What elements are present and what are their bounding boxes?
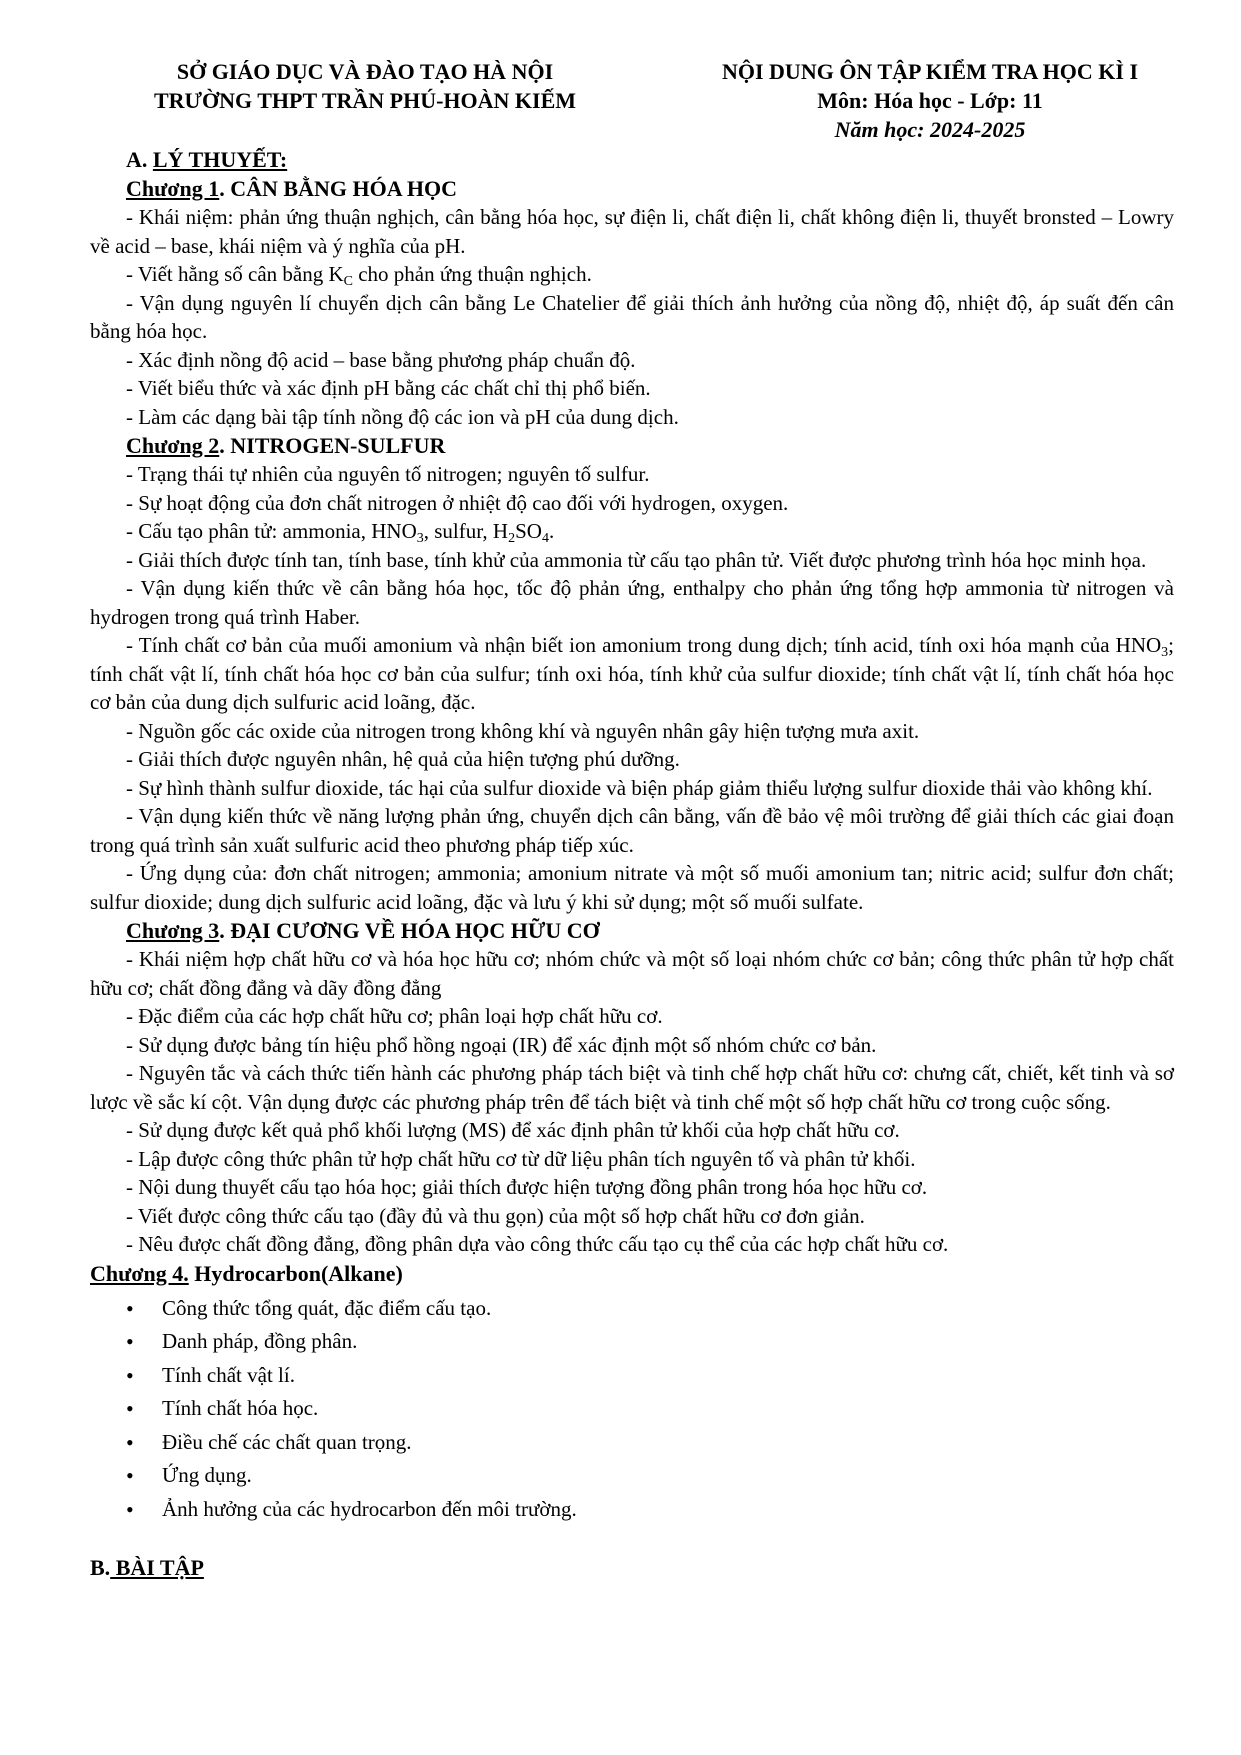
chapter-2-item: - Trạng thái tự nhiên của nguyên tố nitrogen; nguyên tố sulfur. [126, 462, 650, 486]
chapter-3-item: - Nêu được chất đồng đẳng, đồng phân dựa vào công thức cấu tạo cụ thể của các hợp chất hữu cơ. [126, 1232, 949, 1256]
chapter-1-item: - Xác định nồng độ acid – base bằng phương pháp chuẩn độ. [126, 347, 636, 372]
department-name: SỞ GIÁO DỤC VÀ ĐÀO TẠO HÀ NỘI [176, 59, 554, 84]
bullet-item: • Tính chất hóa học. [90, 1392, 1174, 1426]
chapter-2-item: - Vận dụng kiến thức về năng lượng phản ứng, chuyển dịch cân bằng, vấn đề bảo vệ môi trường để giải thích các giai đoạn trong quá trình sản xuất sulfuric acid theo phương pháp tiếp xúc. [90, 804, 1174, 857]
chapter-2-item: - Giải thích được nguyên nhân, hệ quả của hiện tượng phú dưỡng. [126, 747, 680, 771]
bullet-item: • Danh pháp, đồng phân. [90, 1325, 1174, 1359]
text: - Tính chất cơ bản của muối amonium và nhận biết ion amonium trong dung dịch; tính acid, tính oxi hóa mạnh của HNO [126, 633, 1162, 657]
subscript: 4 [541, 531, 549, 546]
bullet-item: • Tính chất vật lí. [90, 1359, 1174, 1393]
chapter-3-heading [126, 916, 1174, 945]
section-b-title: BÀI TẬP [110, 1555, 204, 1580]
kc-subscript: C [343, 274, 353, 289]
chapter-1-heading [126, 174, 1174, 203]
chapter-3-item: - Khái niệm hợp chất hữu cơ và hóa học hữu cơ; nhóm chức và một số loại nhóm chức cơ bản; công thức phân tử hợp chất hữu cơ; chất đồng đẳng và dãy đồng đẳng [90, 947, 1174, 1000]
chapter-3-title: . ĐẠI CƯƠNG VỀ HÓA HỌC HỮU CƠ [219, 918, 600, 943]
chapter-2-item: - Nguồn gốc các oxide của nitrogen trong không khí và nguyên nhân gây hiện tượng mưa axit. [126, 718, 920, 743]
bullet-item: • Ứng dụng. [90, 1459, 1174, 1493]
subscript: 3 [416, 531, 424, 546]
chapter-1-item: - Vận dụng nguyên lí chuyển dịch cân bằng Le Chatelier để giải thích ảnh hưởng của nồng độ, nhiệt độ, áp suất đến cân bằng hóa học. [90, 290, 1174, 343]
text: SO [515, 519, 542, 543]
chapter-2-item: - Vận dụng kiến thức về cân bằng hóa học, tốc độ phản ứng, enthalpy cho phản ứng tổng hợp ammonia từ nitrogen và hydrogen trong quá trình Haber. [90, 576, 1174, 629]
chapter-1-label: Chương 1 [126, 176, 220, 201]
chapter-2-heading [126, 431, 1174, 460]
bullet-item: • Công thức tổng quát, đặc điểm cấu tạo. [90, 1292, 1174, 1326]
school-year: Năm học: 2024-2025 [834, 117, 1026, 142]
text: . [548, 519, 555, 543]
text: - Cấu tạo phân tử: ammonia, HNO [126, 519, 417, 543]
chapter-1-item: - Làm các dạng bài tập tính nồng độ các ion và pH của dung dịch. [126, 404, 679, 429]
chapter-2-structure-item [90, 517, 1174, 546]
school-header [105, 57, 625, 115]
school-name: TRƯỜNG THPT TRẦN PHÚ-HOÀN KIẾM [153, 88, 577, 113]
chapter-2-item: - Sự hình thành sulfur dioxide, tác hại của sulfur dioxide và biện pháp giảm thiểu lượng sulfur dioxide thải vào không khí. [126, 775, 1153, 800]
section-a-title: LÝ THUYẾT: [152, 147, 288, 172]
chapter-2-item: - Sự hoạt động của đơn chất nitrogen ở nhiệt độ cao đối với hydrogen, oxygen. [126, 490, 789, 515]
section-a-prefix: A. [126, 147, 148, 172]
subscript: 3 [1161, 645, 1169, 660]
subject-grade: Môn: Hóa học - Lớp: 11 [817, 88, 1043, 113]
kc-text: - Viết hằng số cân bằng K [126, 262, 344, 286]
section-b-prefix: B. [90, 1555, 111, 1580]
chapter-4-title: Hydrocarbon(Alkane) [188, 1260, 403, 1286]
chapter-3-item: - Lập được công thức phân tử hợp chất hữu cơ từ dữ liệu phân tích nguyên tố và phân tử khối. [126, 1146, 916, 1171]
chapter-1-item: - Viết biểu thức và xác định pH bằng các chất chỉ thị phổ biến. [126, 376, 651, 400]
chapter-4-label: Chương 4. [90, 1260, 189, 1286]
chapter-3-item: - Đặc điểm của các hợp chất hữu cơ; phân loại hợp chất hữu cơ. [126, 1004, 663, 1028]
chapter-3-item: - Nội dung thuyết cấu tạo hóa học; giải thích được hiện tượng đồng phân trong hóa học hữu cơ. [126, 1175, 928, 1199]
chapter-3-item: - Sử dụng được kết quả phổ khối lượng (MS) để xác định phân tử khối của hợp chất hữu cơ. [126, 1118, 900, 1142]
chapter-3-label: Chương 3 [126, 918, 220, 943]
chapter-2-item: - Ứng dụng của: đơn chất nitrogen; ammonia; amonium nitrate và một số muối amonium tan; nitric acid; sulfur đơn chất; sulfur dioxide; dung dịch sulfuric acid loãng, đặc và lưu ý khi sử dụng; một số muối sulfate. [90, 861, 1174, 914]
chapter-2-properties-item [90, 631, 1174, 717]
chapter-1-title: . CÂN BẰNG HÓA HỌC [219, 176, 457, 201]
text: , sulfur, H [423, 519, 509, 543]
bullet-item: • Điều chế các chất quan trọng. [90, 1426, 1174, 1460]
chapter-4-bullet-list [90, 1292, 1174, 1527]
text: ; tính chất vật lí, tính chất hóa học cơ bản của sulfur; tính oxi hóa, tính khử của sulfur dioxide; tính chất vật lí, tính chất hóa học cơ bản của dung dịch sulfuric acid loãng, đặc. [90, 633, 1174, 714]
document-title: NỘI DUNG ÔN TẬP KIỂM TRA HỌC KÌ I [721, 59, 1139, 84]
exam-header [680, 57, 1180, 144]
chapter-2-title: . NITROGEN-SULFUR [219, 433, 446, 458]
chapter-3-item: - Nguyên tắc và cách thức tiến hành các phương pháp tách biệt và tinh chế hợp chất hữu cơ: chưng cất, chiết, kết tinh và sơ lược về sắc kí cột. Vận dụng được các phương pháp trên để tách biệt và tinh chế một số hợp chất hữu cơ trong cuộc sống. [90, 1061, 1174, 1114]
chapter-1-item: - Khái niệm: phản ứng thuận nghịch, cân bằng hóa học, sự điện li, chất điện li, chất không điện li, thuyết bronsted – Lowry về acid – base, khái niệm và ý nghĩa của pH. [90, 205, 1174, 258]
chapter-2-label: Chương 2 [126, 433, 220, 458]
chapter-3-item: - Viết được công thức cấu tạo (đầy đủ và thu gọn) của một số hợp chất hữu cơ đơn giản. [126, 1203, 865, 1228]
chapter-3-item: - Sử dụng được bảng tín hiệu phổ hồng ngoại (IR) để xác định một số nhóm chức cơ bản. [126, 1032, 877, 1057]
chapter-2-item: - Giải thích được tính tan, tính base, tính khử của ammonia từ cấu tạo phân tử. Viết được phương trình hóa học minh họa. [126, 547, 1147, 572]
kc-text-after: cho phản ứng thuận nghịch. [352, 262, 592, 286]
bullet-item: • Ảnh hưởng của các hydrocarbon đến môi trường. [90, 1493, 1174, 1527]
main-content [90, 145, 1174, 1583]
subscript: 2 [508, 531, 516, 546]
chapter-1-kc-item [90, 260, 1174, 289]
section-b-heading [90, 1554, 1174, 1583]
section-a-heading [126, 145, 1174, 174]
chapter-4-heading [90, 1259, 1174, 1288]
